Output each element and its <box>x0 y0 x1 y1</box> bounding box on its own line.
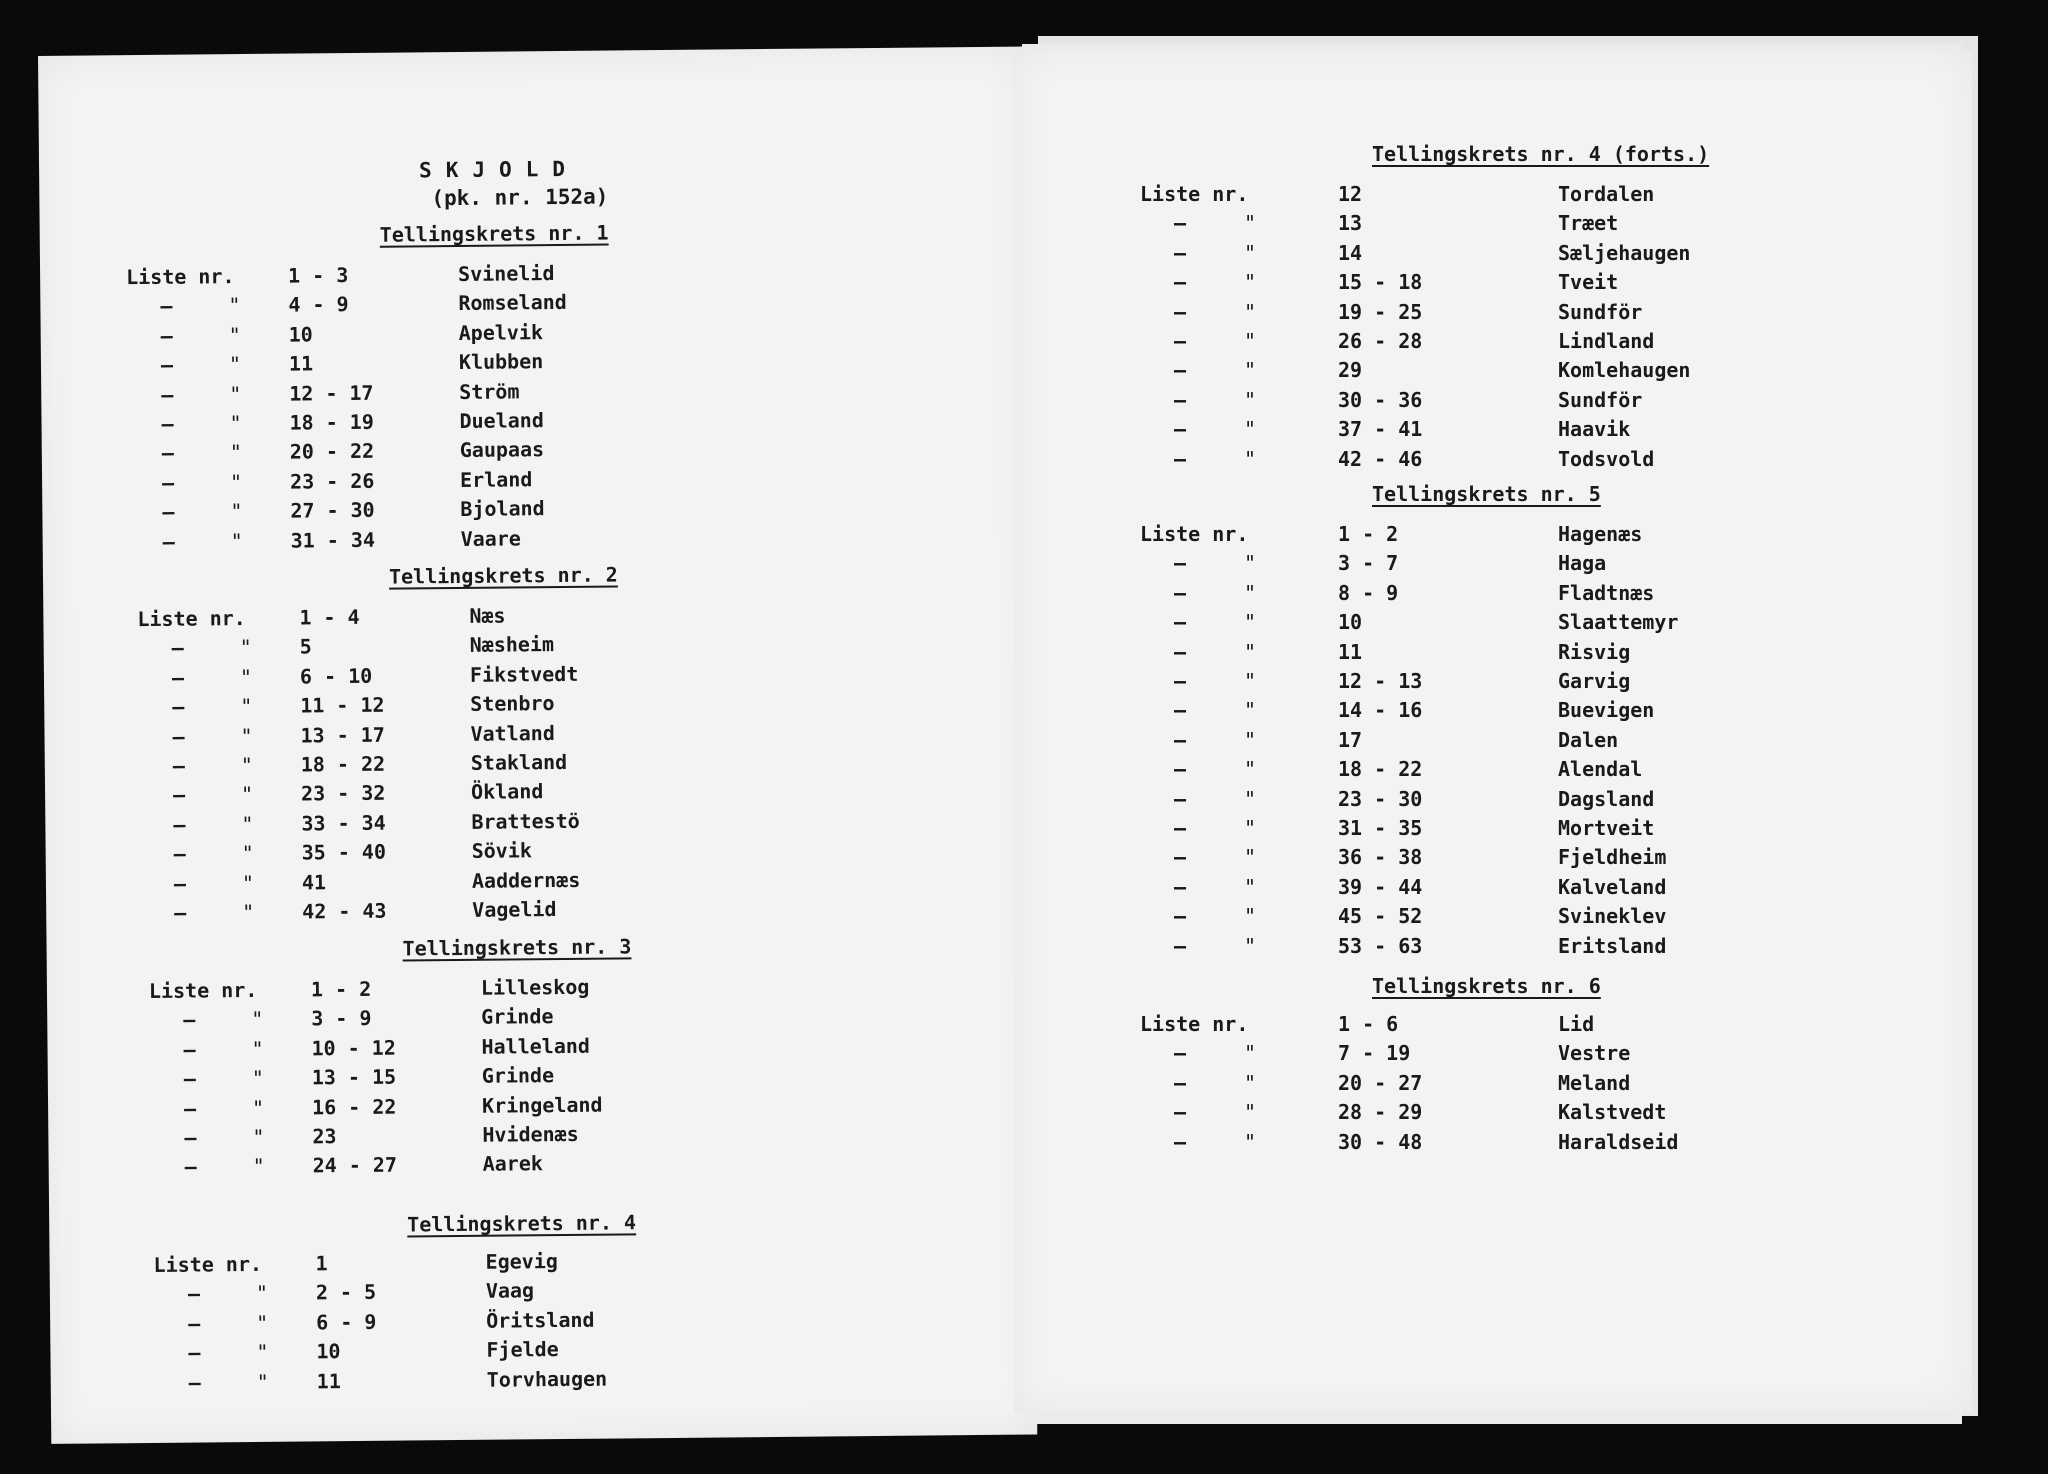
place-name: Vestre <box>1558 1041 1631 1066</box>
ditto-dash: – <box>183 1066 196 1091</box>
ditto-mark: " <box>1244 387 1257 412</box>
ditto-dash: – <box>174 900 187 925</box>
list-label: Liste nr. <box>148 977 258 1003</box>
ditto-mark: " <box>1244 1100 1257 1125</box>
left-page <box>38 47 1037 1444</box>
ditto-mark: " <box>1244 211 1257 236</box>
ditto-dash: – <box>188 1340 201 1365</box>
list-entry-row <box>1014 522 1972 551</box>
list-range: 13 <box>1338 211 1363 236</box>
ditto-dash: – <box>160 294 173 319</box>
list-entry-row <box>1014 241 1972 270</box>
place-name: Grinde <box>481 1063 555 1088</box>
list-range: 10 - 12 <box>311 1035 396 1061</box>
ditto-dash: – <box>183 1007 196 1033</box>
ditto-mark: " <box>1244 270 1257 295</box>
place-name: Sövik <box>471 838 532 864</box>
place-name: Fjeldheim <box>1558 845 1667 870</box>
list-range: 11 <box>288 351 314 376</box>
list-range: 1 - 2 <box>310 976 372 1002</box>
ditto-mark: " <box>229 411 242 436</box>
list-entry-row <box>1014 934 1972 963</box>
ditto-mark: " <box>1244 669 1257 693</box>
ditto-mark: " <box>239 635 252 660</box>
ditto-mark: " <box>1244 874 1257 899</box>
place-name: Tveit <box>1558 270 1619 295</box>
ditto-mark: " <box>256 1310 269 1335</box>
ditto-dash: – <box>1174 933 1187 958</box>
ditto-dash: – <box>1174 580 1187 605</box>
list-entry-row <box>1014 300 1972 329</box>
section-heading: Tellingskrets nr. 2 <box>388 562 618 589</box>
ditto-dash: – <box>1174 417 1187 442</box>
ditto-mark: " <box>252 1154 265 1179</box>
place-name: Stakland <box>470 749 568 775</box>
place-name: Komlehaugen <box>1558 358 1691 383</box>
list-range: 18 - 22 <box>1338 757 1423 782</box>
ditto-dash: – <box>162 529 175 554</box>
place-name: Svineklev <box>1558 904 1667 929</box>
place-name: Lid <box>1558 1012 1595 1036</box>
ditto-mark: " <box>228 293 241 318</box>
ditto-mark: " <box>256 1340 269 1365</box>
list-entry-row <box>1014 581 1972 610</box>
ditto-mark: " <box>255 1281 269 1306</box>
list-entry-row <box>1014 610 1972 639</box>
ditto-dash: – <box>1174 698 1187 723</box>
ditto-dash: – <box>171 665 185 690</box>
list-range: 27 - 30 <box>290 497 375 523</box>
list-range: 30 - 36 <box>1338 387 1423 412</box>
ditto-dash: – <box>172 694 185 719</box>
right-page <box>1014 50 1972 1412</box>
ditto-mark: " <box>240 694 253 719</box>
list-range: 3 - 9 <box>311 1006 372 1031</box>
list-range: 18 - 19 <box>289 409 374 435</box>
place-name: Dalen <box>1558 727 1619 752</box>
ditto-dash: – <box>1174 669 1187 693</box>
list-entry-row <box>1014 182 1972 211</box>
place-name: Todsvold <box>1558 446 1655 471</box>
place-name: Aaddernæs <box>471 867 581 893</box>
list-label: Liste nr. <box>1140 182 1249 206</box>
ditto-mark: " <box>1244 786 1257 811</box>
list-range: 20 - 27 <box>1338 1070 1423 1095</box>
place-name: Ökland <box>470 779 544 805</box>
ditto-mark: " <box>1244 1129 1257 1154</box>
ditto-dash: – <box>161 382 174 407</box>
list-range: 10 <box>1338 610 1363 635</box>
ditto-dash: – <box>1174 551 1187 576</box>
list-range: 14 <box>1338 240 1363 265</box>
list-range: 5 <box>299 634 312 659</box>
ditto-mark: " <box>230 528 243 553</box>
place-name: Kringeland <box>481 1092 603 1118</box>
place-name: Gaupaas <box>459 437 545 463</box>
list-range: 45 - 52 <box>1338 904 1423 929</box>
list-range: 10 <box>316 1339 341 1364</box>
place-name: Fjelde <box>486 1337 559 1362</box>
ditto-dash: – <box>1174 1070 1187 1095</box>
place-name: Vaare <box>460 525 521 551</box>
ditto-mark: " <box>230 499 243 524</box>
ditto-mark: " <box>229 469 243 494</box>
list-range: 39 - 44 <box>1338 874 1423 899</box>
ditto-mark: " <box>1244 698 1257 723</box>
list-range: 20 - 22 <box>289 439 375 464</box>
list-entry-row <box>1014 845 1972 874</box>
list-range: 31 - 34 <box>290 527 376 553</box>
ditto-dash: – <box>1174 1041 1187 1066</box>
place-name: Eritsland <box>1558 933 1667 958</box>
ditto-dash: – <box>1174 816 1187 840</box>
ditto-dash: – <box>161 470 175 495</box>
ditto-mark: " <box>1244 446 1257 471</box>
place-name: Kalveland <box>1558 874 1667 899</box>
place-name: Næs <box>469 603 506 628</box>
ditto-dash: – <box>1174 329 1187 353</box>
ditto-mark: " <box>1244 417 1257 442</box>
list-range: 35 - 40 <box>301 839 387 865</box>
ditto-dash: – <box>172 724 185 749</box>
ditto-mark: " <box>256 1369 269 1394</box>
place-name: Haavik <box>1558 417 1631 442</box>
list-range: 53 - 63 <box>1338 933 1423 958</box>
list-range: 31 - 35 <box>1338 816 1423 840</box>
list-range: 3 - 7 <box>1338 551 1399 576</box>
ditto-dash: – <box>173 812 186 837</box>
list-entry-row <box>1014 875 1972 904</box>
place-name: Grinde <box>481 1004 554 1030</box>
ditto-mark: " <box>228 352 242 377</box>
ditto-mark: " <box>228 322 241 347</box>
place-name: Fladtnæs <box>1558 580 1655 605</box>
list-entry-row <box>1014 447 1972 476</box>
list-range: 14 - 16 <box>1338 698 1423 723</box>
ditto-dash: – <box>1174 639 1187 664</box>
ditto-dash: – <box>171 636 184 661</box>
place-name: Vatland <box>470 720 555 746</box>
ditto-dash: – <box>172 753 185 778</box>
place-name: Öritsland <box>486 1307 595 1333</box>
list-range: 12 - 13 <box>1338 669 1423 693</box>
ditto-dash: – <box>161 441 174 466</box>
ditto-dash: – <box>1174 727 1187 752</box>
ditto-dash: – <box>1174 240 1187 265</box>
ditto-dash: – <box>183 1096 197 1121</box>
ditto-dash: – <box>187 1281 201 1307</box>
ditto-dash: – <box>160 323 173 348</box>
place-name: Tordalen <box>1558 182 1655 206</box>
place-name: Aarek <box>482 1151 543 1177</box>
place-name: Haraldseid <box>1558 1129 1679 1154</box>
list-range: 16 - 22 <box>311 1094 397 1120</box>
place-name: Haga <box>1558 551 1607 576</box>
place-name: Kalstvedt <box>1558 1100 1667 1125</box>
ditto-dash: – <box>173 871 187 896</box>
ditto-dash: – <box>184 1125 197 1150</box>
ditto-mark: " <box>251 1095 265 1120</box>
place-name: Sundför <box>1558 387 1643 412</box>
list-range: 11 <box>1338 639 1363 664</box>
ditto-dash: – <box>1174 1129 1187 1154</box>
section-heading: Tellingskrets nr. 4 <box>407 1210 637 1237</box>
place-name: Egevig <box>485 1249 558 1274</box>
list-entry-row <box>1014 1130 1972 1159</box>
ditto-dash: – <box>173 841 186 866</box>
place-name: Vaag <box>485 1278 535 1304</box>
list-entry-row <box>1014 1071 1972 1100</box>
list-entry-row <box>1014 211 1972 240</box>
ditto-mark: " <box>1244 904 1257 929</box>
list-range: 1 <box>315 1251 328 1276</box>
list-entry-row <box>1014 698 1972 727</box>
list-entry-row <box>1014 329 1972 358</box>
list-entry-row <box>1014 388 1972 417</box>
place-name: Dagsland <box>1558 786 1655 811</box>
ditto-mark: " <box>1244 757 1257 782</box>
list-entry-row <box>1014 728 1972 757</box>
place-name: Meland <box>1558 1070 1631 1095</box>
list-range: 12 <box>1338 182 1363 206</box>
list-entry-row <box>1014 1041 1972 1070</box>
list-range: 29 <box>1338 358 1363 383</box>
list-range: 18 - 22 <box>300 751 386 777</box>
place-name: Svinelid <box>457 261 555 286</box>
ditto-dash: – <box>184 1154 197 1180</box>
list-range: 13 - 17 <box>300 722 385 748</box>
ditto-dash: – <box>161 411 174 436</box>
list-label: Liste nr. <box>137 606 246 632</box>
list-range: 11 - 12 <box>300 692 385 718</box>
place-name: Mortveit <box>1558 816 1655 840</box>
place-name: Fikstvedt <box>469 661 579 687</box>
place-name: Klubben <box>458 349 544 375</box>
place-name: Lilleskog <box>480 974 590 1000</box>
list-range: 1 - 2 <box>1338 522 1399 546</box>
list-entry-row <box>1014 1100 1972 1129</box>
place-name: Træet <box>1558 211 1619 236</box>
section-heading: Tellingskrets nr. 3 <box>402 934 632 961</box>
ditto-mark: " <box>229 440 242 465</box>
place-name: Sæljehaugen <box>1558 240 1691 265</box>
place-name: Stenbro <box>470 691 555 717</box>
ditto-dash: – <box>1174 211 1187 236</box>
list-range: 28 - 29 <box>1338 1100 1423 1125</box>
list-entry-row <box>1014 669 1972 698</box>
ditto-mark: " <box>251 1066 264 1091</box>
place-name: Ström <box>459 378 520 404</box>
list-range: 19 - 25 <box>1338 299 1423 324</box>
list-range: 30 - 48 <box>1338 1129 1423 1154</box>
ditto-mark: " <box>1244 610 1257 635</box>
list-range: 8 - 9 <box>1338 580 1399 605</box>
list-range: 13 - 15 <box>311 1064 397 1090</box>
ditto-mark: " <box>241 841 254 866</box>
list-entry-row <box>1014 270 1972 299</box>
ditto-mark: " <box>1244 727 1257 752</box>
list-range: 1 - 6 <box>1338 1012 1399 1036</box>
section-heading: Tellingskrets nr. 6 <box>1372 974 1601 998</box>
place-name: Risvig <box>1558 639 1631 664</box>
list-entry-row <box>1014 417 1972 446</box>
list-entry-row <box>1014 551 1972 580</box>
place-name: Dueland <box>459 408 544 433</box>
document-title: SKJOLD <box>419 156 580 183</box>
document-subtitle: (pk. nr. 152a) <box>431 184 609 211</box>
place-name: Erland <box>459 467 533 492</box>
ditto-dash: – <box>183 1037 196 1062</box>
ditto-mark: " <box>229 381 242 406</box>
list-range: 42 - 46 <box>1338 446 1423 471</box>
ditto-dash: – <box>160 352 174 378</box>
list-range: 37 - 41 <box>1338 417 1423 442</box>
list-entry-row <box>1014 640 1972 669</box>
list-range: 1 - 4 <box>299 604 360 630</box>
ditto-mark: " <box>240 782 254 807</box>
list-range: 4 - 9 <box>288 292 349 317</box>
list-label: Liste nr. <box>1140 1012 1249 1036</box>
ditto-mark: " <box>1244 551 1257 576</box>
list-entry-row <box>1014 816 1972 845</box>
ditto-dash: – <box>1174 299 1187 324</box>
section-heading: Tellingskrets nr. 4 (forts.) <box>1372 142 1710 166</box>
ditto-mark: " <box>240 723 253 748</box>
list-entry-row <box>1014 1012 1972 1041</box>
ditto-mark: " <box>251 1036 264 1061</box>
list-range: 15 - 18 <box>1338 270 1423 295</box>
list-range: 23 <box>312 1124 337 1149</box>
ditto-dash: – <box>1174 904 1187 929</box>
ditto-dash: – <box>188 1370 201 1395</box>
ditto-dash: – <box>1174 845 1187 870</box>
list-label: Liste nr. <box>126 264 235 290</box>
place-name: Garvig <box>1558 669 1631 693</box>
ditto-dash: – <box>1174 610 1187 635</box>
list-range: 6 - 9 <box>316 1309 377 1335</box>
list-range: 23 - 26 <box>289 468 375 494</box>
place-name: Torvhaugen <box>486 1366 608 1392</box>
place-name: Næsheim <box>469 632 555 658</box>
ditto-mark: " <box>1244 299 1257 324</box>
ditto-mark: " <box>1244 1070 1257 1095</box>
place-name: Vagelid <box>472 897 557 922</box>
ditto-dash: – <box>172 783 186 808</box>
ditto-mark: " <box>1244 1041 1257 1066</box>
ditto-mark: " <box>239 664 253 689</box>
ditto-mark: " <box>1244 580 1257 605</box>
place-name: Bjoland <box>460 496 545 522</box>
ditto-mark: " <box>241 811 254 836</box>
list-entry-row <box>1014 358 1972 387</box>
place-name: Alendal <box>1558 757 1643 782</box>
ditto-dash: – <box>1174 387 1187 412</box>
list-range: 23 - 32 <box>300 781 386 806</box>
place-name: Lindland <box>1558 329 1655 353</box>
list-range: 12 - 17 <box>289 380 374 406</box>
list-range: 41 <box>301 869 327 895</box>
place-name: Apelvik <box>458 319 544 345</box>
ditto-mark: " <box>240 752 253 778</box>
ditto-dash: – <box>1174 358 1187 383</box>
list-label: Liste nr. <box>1140 522 1249 546</box>
place-name: Sundför <box>1558 299 1643 324</box>
ditto-dash: – <box>1174 874 1187 899</box>
place-name: Halleland <box>481 1033 591 1059</box>
list-range: 24 - 27 <box>312 1152 398 1178</box>
place-name: Hagenæs <box>1558 522 1643 546</box>
list-range: 2 - 5 <box>315 1280 377 1305</box>
ditto-mark: " <box>241 870 255 895</box>
list-range: 1 - 3 <box>288 263 349 288</box>
list-range: 23 - 30 <box>1338 786 1423 811</box>
ditto-dash: – <box>1174 1100 1187 1125</box>
ditto-mark: " <box>1244 358 1257 383</box>
list-label: Liste nr. <box>153 1251 263 1277</box>
place-name: Hvidenæs <box>482 1121 579 1147</box>
ditto-mark: " <box>1244 639 1257 664</box>
place-name: Brattestö <box>471 808 580 834</box>
ditto-mark: " <box>1244 816 1257 840</box>
ditto-mark: " <box>242 899 255 925</box>
section-heading: Tellingskrets nr. 1 <box>379 220 609 247</box>
list-range: 26 - 28 <box>1338 329 1423 353</box>
ditto-mark: " <box>1244 240 1257 265</box>
list-range: 10 <box>288 322 313 347</box>
list-entry-row <box>1014 904 1972 933</box>
list-range: 17 <box>1338 727 1363 752</box>
ditto-dash: – <box>1174 757 1187 782</box>
list-range: 36 - 38 <box>1338 845 1423 870</box>
place-name: Buevigen <box>1558 698 1655 723</box>
ditto-dash: – <box>188 1311 201 1336</box>
ditto-dash: – <box>162 499 175 525</box>
list-entry-row <box>1014 757 1972 786</box>
list-range: 42 - 43 <box>302 898 387 924</box>
section-heading: Tellingskrets nr. 5 <box>1372 482 1601 506</box>
list-range: 11 <box>316 1368 341 1393</box>
list-range: 6 - 10 <box>299 663 373 689</box>
ditto-mark: " <box>1244 933 1257 958</box>
list-range: 33 - 34 <box>301 810 386 836</box>
place-name: Romseland <box>458 290 567 316</box>
ditto-dash: – <box>1174 270 1187 295</box>
ditto-mark: " <box>251 1007 264 1032</box>
list-range: 7 - 19 <box>1338 1041 1411 1066</box>
place-name: Slaattemyr <box>1558 610 1679 635</box>
ditto-mark: " <box>252 1124 265 1149</box>
ditto-mark: " <box>1244 329 1257 353</box>
list-entry-row <box>1014 787 1972 816</box>
ditto-dash: – <box>1174 446 1187 471</box>
ditto-dash: – <box>1174 786 1187 811</box>
ditto-mark: " <box>1244 845 1257 870</box>
